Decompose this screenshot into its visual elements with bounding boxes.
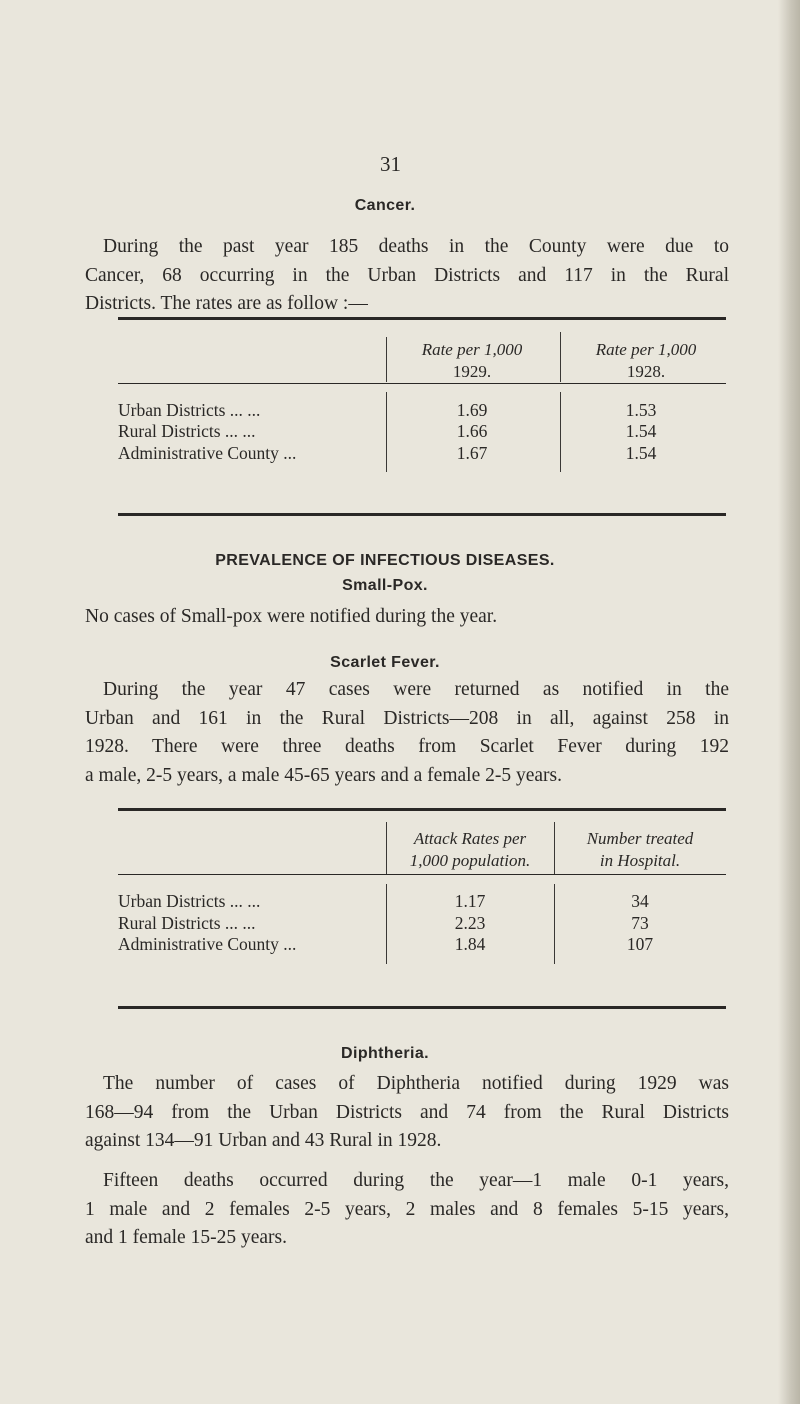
diphtheria-p1-line-3: against 134—91 Urban and 43 Rural in 1928.: [85, 1130, 442, 1151]
scarlet-urban-treated: 34: [631, 891, 649, 911]
page-number: 31: [380, 152, 401, 176]
cancer-paragraph: [85, 233, 729, 319]
prevalence-heading: PREVALENCE OF INFECTIOUS DISEASES.: [215, 552, 555, 569]
cancer-urban-1928: 1.53: [625, 400, 657, 420]
cancer-rural-1928: 1.54: [625, 421, 657, 441]
cancer-line-2: Cancer, 68 occurring in the Urban Districts and 117 in the Rural: [85, 264, 729, 286]
diphtheria-p1-line-2: 168—94 from the Urban Districts and 74 from the Rural Districts: [85, 1101, 729, 1123]
scarlet-line-2: Urban and 161 in the Rural Districts—208 in all, against 258 in: [85, 707, 729, 729]
cancer-row-label-urban: Urban Districts ... ...: [118, 400, 261, 420]
cancer-county-1928: 1.54: [625, 443, 657, 463]
cancer-urban-1929: 1.69: [456, 400, 488, 420]
scarlet-line-1: During the year 47 cases were returned as notified in the: [103, 679, 729, 700]
diphtheria-heading: Diphtheria.: [341, 1045, 429, 1062]
scarlet-line-3: 1928. There were three deaths from Scarlet Fever during 192: [85, 736, 729, 757]
diphtheria-p2-line-3: and 1 female 15-25 years.: [85, 1227, 287, 1248]
scarlet-rural-treated: 73: [631, 913, 649, 933]
cancer-rural-1929: 1.66: [456, 421, 488, 441]
scarlet-urban-rate: 1.17: [454, 891, 486, 911]
scarlet-row-label-rural: Rural Districts ... ...: [118, 913, 256, 933]
scarlet-paragraph: [85, 676, 729, 790]
scarlet-line-4: a male, 2-5 years, a male 45-65 years and a female 2-5 years.: [85, 764, 562, 786]
scarlet-county-treated: 107: [626, 934, 654, 954]
diphtheria-paragraph-2: [85, 1167, 729, 1253]
smallpox-line-1: No cases of Small-pox were notified during the year.: [85, 606, 498, 627]
scarlet-county-rate: 1.84: [454, 934, 486, 954]
scarlet-row-label-urban: Urban Districts ... ...: [118, 891, 261, 911]
scarlet-header-treated: Number treated in Hospital.: [586, 829, 694, 870]
cancer-header-1928: Rate per 1,000 1928.: [595, 340, 697, 381]
cancer-row-label-rural: Rural Districts ... ...: [118, 421, 256, 441]
scarlet-heading: Scarlet Fever.: [330, 654, 440, 671]
diphtheria-p1-line-1: The number of cases of Diphtheria notified during 1929 was: [103, 1073, 729, 1094]
cancer-heading: Cancer.: [354, 197, 416, 214]
scarlet-header-attack-rates: Attack Rates per 1,000 population.: [409, 829, 531, 870]
diphtheria-p2-line-1: Fifteen deaths occurred during the year—1 male 0-1 years,: [103, 1170, 729, 1191]
cancer-line-3: Districts. The rates are as follow :—: [85, 293, 368, 314]
cancer-line-1: During the past year 185 deaths in the County were due to: [103, 236, 729, 257]
cancer-header-1929: Rate per 1,000 1929.: [421, 340, 523, 381]
scarlet-rural-rate: 2.23: [454, 913, 486, 933]
cancer-county-1929: 1.67: [456, 443, 488, 463]
smallpox-paragraph: [85, 603, 729, 632]
smallpox-heading: Small-Pox.: [342, 577, 428, 594]
diphtheria-paragraph-1: [85, 1070, 729, 1156]
page-edge-shadow: [778, 0, 800, 1404]
scarlet-row-label-county: Administrative County ...: [118, 934, 297, 954]
diphtheria-p2-line-2: 1 male and 2 females 2-5 years, 2 males and 8 females 5-15 years,: [85, 1198, 729, 1220]
cancer-row-label-county: Administrative County ...: [118, 443, 297, 463]
